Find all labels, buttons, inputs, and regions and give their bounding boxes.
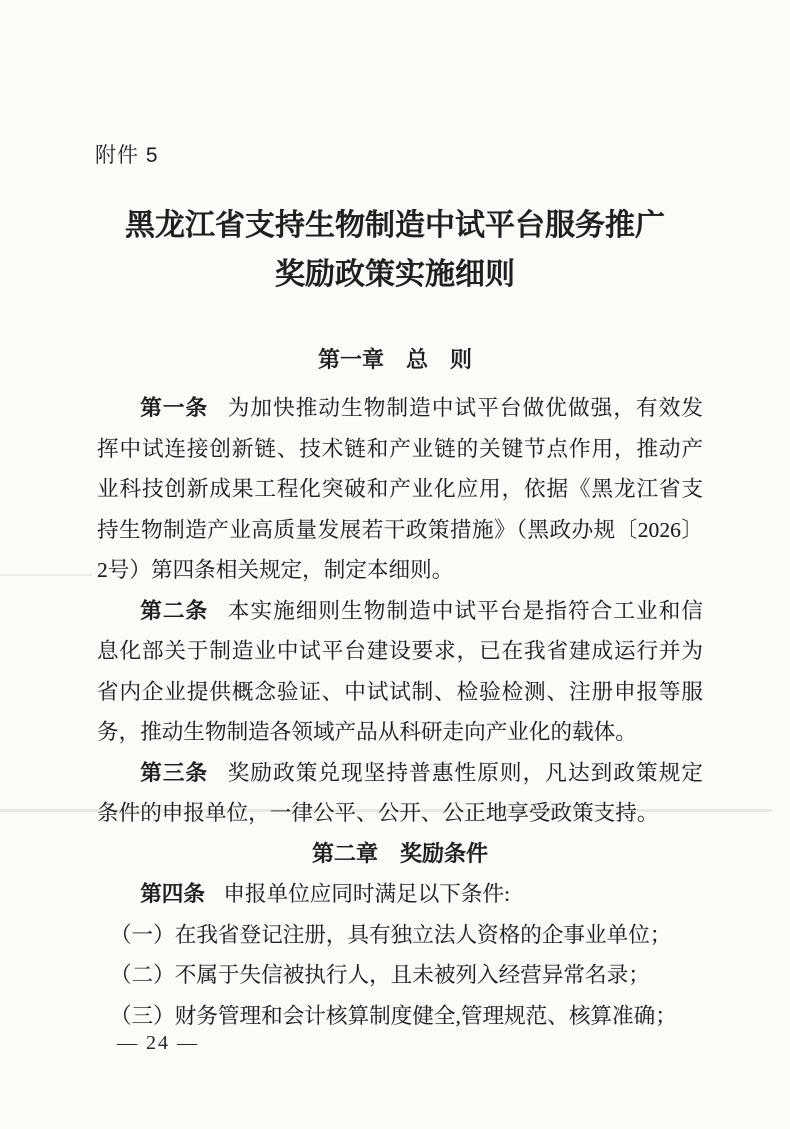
article-2-line-2: 息化部关于制造业中试平台建设要求，已在我省建成运行并为 [97,639,703,663]
title-line-1: 黑龙江省支持生物制造中试平台服务推广 [125,209,665,242]
article-1-text: 为加快推动生物制造中试平台做优做强，有效发 [226,396,703,420]
chapter-1-heading: 第一章 总 则 [317,347,472,372]
article-1-number: 第一条 [140,395,209,420]
article-4-number: 第四条 [140,881,205,906]
article-3-line-1 [97,753,703,794]
title-line-2: 奖励政策实施细则 [275,257,515,291]
article-1-line-3: 业科技创新成果工程化突破和产业化应用，依据《黑龙江省支 [97,477,703,501]
article-4-line-1 [97,874,703,915]
article-1-line-1 [97,388,703,429]
article-1-line-2: 挥中试连接创新链、技术链和产业链的关键节点作用，推动产 [97,436,703,461]
article-2-number: 第二条 [140,597,209,623]
chapter-2-heading: 第二章 奖励条件 [311,840,488,866]
attachment-label: 附件 5 [95,144,159,167]
article-3-text: 奖励政策兑现坚持普惠性原则，凡达到政策规定 [226,760,703,785]
article-1-line-4: 持生物制造产业高质量发展若干政策措施》（黑政办规〔2026〕 [97,517,703,542]
article-2-line-3: 省内企业提供概念验证、中试试制、检验检测、注册申报等服 [97,679,703,704]
condition-item-1: （一）在我省登记注册，具有独立法人资格的企事业单位； [109,922,672,947]
article-2-line-1 [97,591,703,632]
article-2-line-4: 务，推动生物制造各领域产品从科研走向产业化的载体。 [97,720,637,744]
article-4-text: 申报单位应同时满足以下条件: [223,882,511,906]
condition-item-3: （三）财务管理和会计核算制度健全,管理规范、核算准确； [109,1003,677,1028]
document-body [97,388,703,1036]
page-number: — 24 — [117,1032,199,1054]
condition-item-2: （二）不属于失信被执行人，且未被列入经营异常名录； [109,963,650,987]
article-3-number: 第三条 [140,759,209,785]
article-2-text: 本实施细则生物制造中试平台是指符合工业和信 [226,598,703,623]
scan-artifact-line [0,574,92,576]
document-title [0,202,790,299]
article-1-line-5: 2号）第四条相关规定，制定本细则。 [97,558,454,582]
article-3-line-2: 条件的申报单位，一律公平、公开、公正地享受政策支持。 [97,801,659,825]
